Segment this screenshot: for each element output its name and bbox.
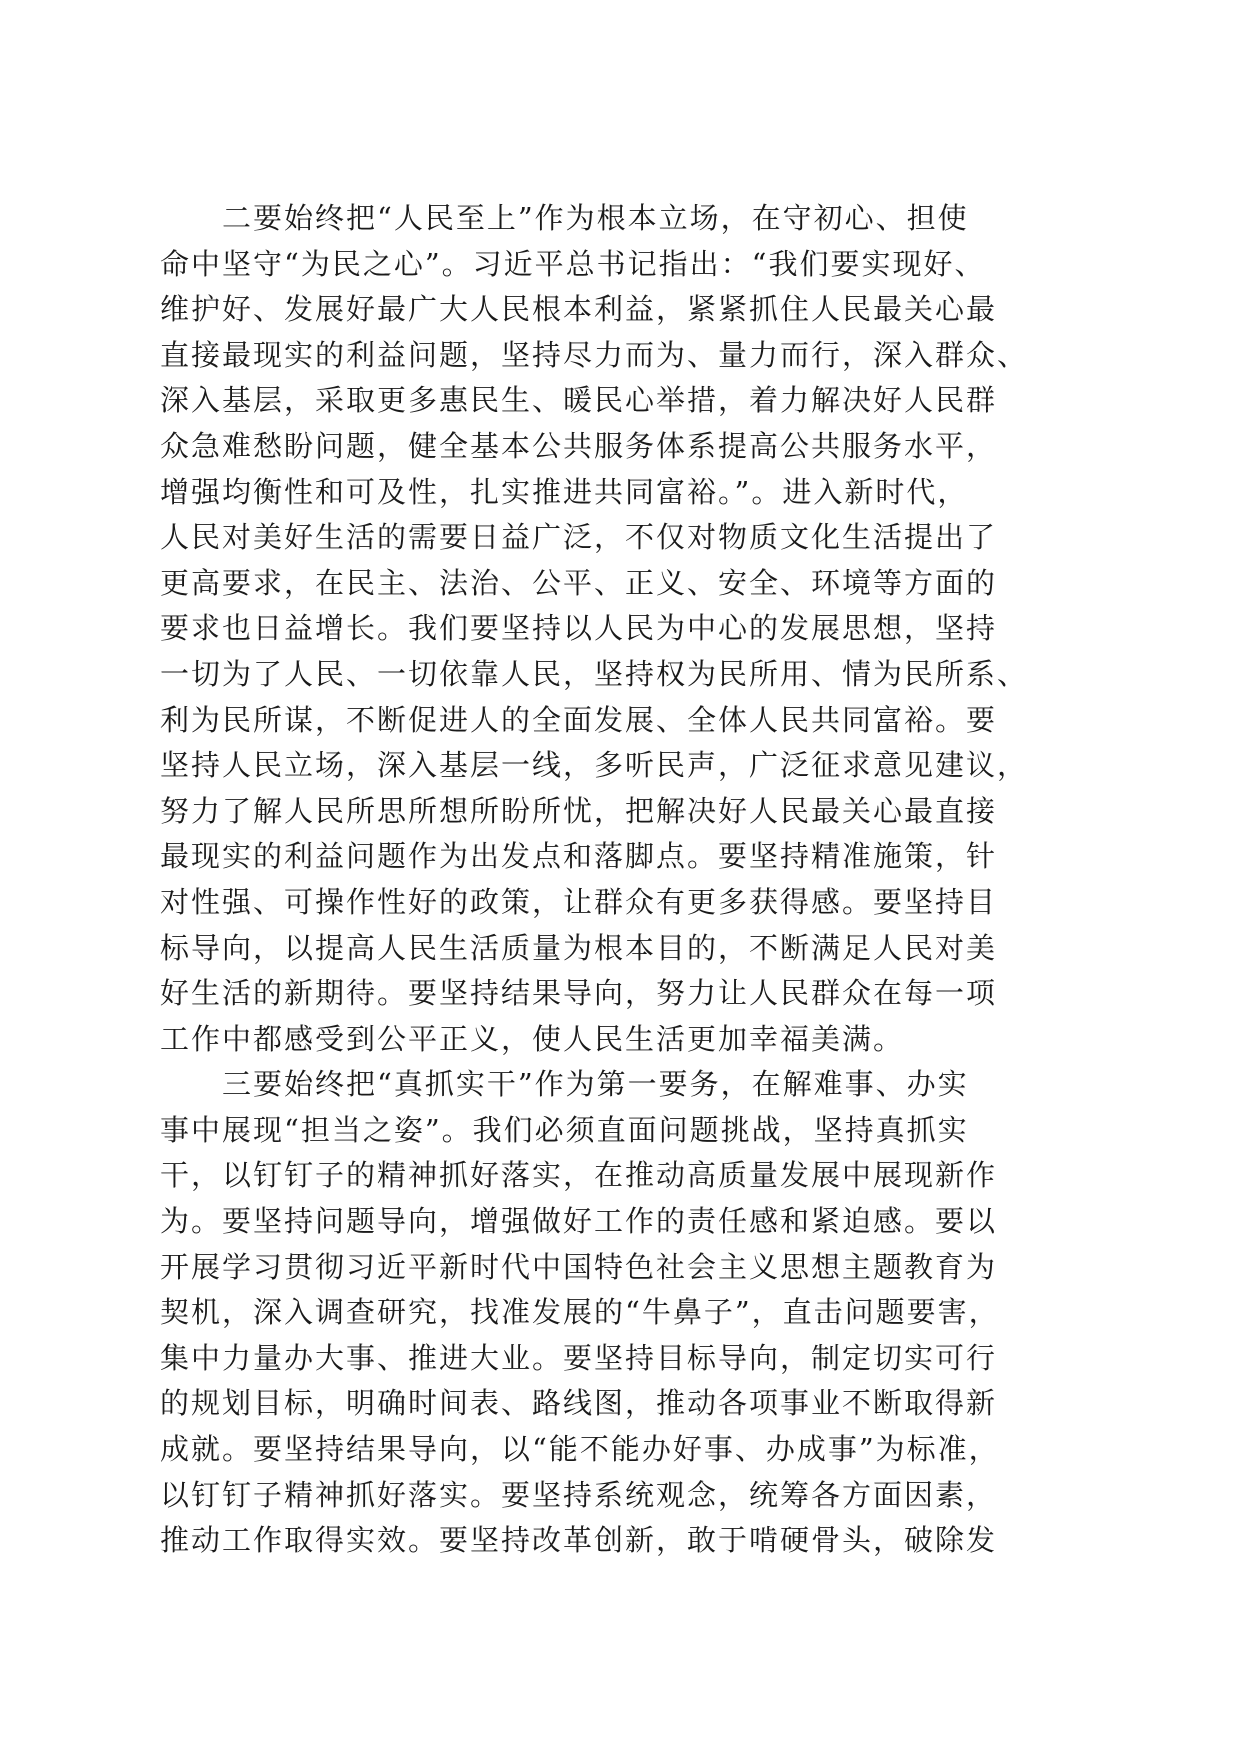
text-line: 要求也日益增长。我们要坚持以人民为中心的发展思想，坚持: [160, 611, 998, 646]
text-line: 为。要坚持问题导向，增强做好工作的责任感和紧迫感。要以: [160, 1204, 998, 1239]
text-line: 的规划目标，明确时间表、路线图，推动各项事业不断取得新: [160, 1386, 998, 1421]
text-line: 维护好、发展好最广大人民根本利益，紧紧抓住人民最关心最: [160, 292, 998, 327]
text-line: 以钉钉子精神抓好落实。要坚持系统观念，统筹各方面因素，: [160, 1477, 998, 1512]
text-line: 增强均衡性和可及性，扎实推进共同富裕。”。进入新时代，: [160, 474, 969, 509]
text-line: 利为民所谋，不断促进人的全面发展、全体人民共同富裕。要: [160, 702, 998, 737]
text-line: 好生活的新期待。要坚持结果导向，努力让人民群众在每一项: [160, 976, 998, 1011]
text-line: 工作中都感受到公平正义，使人民生活更加幸福美满。: [160, 1021, 905, 1056]
text-line: 成就。要坚持结果导向，以“能不能办好事、办成事”为标准，: [160, 1432, 1000, 1467]
paragraph-2: [160, 196, 1080, 1062]
text-line: 坚持人民立场，深入基层一线，多听民声，广泛征求意见建议，: [160, 748, 1029, 783]
text-line: 命中坚守“为民之心”。习近平总书记指出：“我们要实现好、: [160, 246, 986, 281]
text-line: 二要始终把“人民至上”作为根本立场，在守初心、担使: [222, 201, 969, 235]
text-line: 标导向，以提高人民生活质量为根本目的，不断满足人民对美: [160, 930, 998, 965]
text-line: 事中展现“担当之姿”。我们必须直面问题挑战，坚持真抓实: [160, 1112, 969, 1147]
text-line: 努力了解人民所思所想所盼所忧，把解决好人民最关心最直接: [160, 793, 998, 828]
text-line: 深入基层，采取更多惠民生、暖民心举措，着力解决好人民群: [160, 383, 998, 418]
body-text: [160, 196, 1080, 1564]
text-line: 契机，深入调查研究，找准发展的“牛鼻子”，直击问题要害，: [160, 1295, 1000, 1330]
text-line: 干，以钉钉子的精神抓好落实，在推动高质量发展中展现新作: [160, 1158, 998, 1193]
text-line: 开展学习贯彻习近平新时代中国特色社会主义思想主题教育为: [160, 1249, 998, 1284]
text-line: 集中力量办大事、推进大业。要坚持目标导向，制定切实可行: [160, 1340, 998, 1375]
text-line: 对性强、可操作性好的政策，让群众有更多获得感。要坚持目: [160, 884, 998, 919]
text-line: 更高要求，在民主、法治、公平、正义、安全、环境等方面的: [160, 565, 998, 600]
text-line: 一切为了人民、一切依靠人民，坚持权为民所用、情为民所系、: [160, 656, 1029, 691]
text-line: 人民对美好生活的需要日益广泛，不仅对物质文化生活提出了: [160, 520, 998, 555]
paragraph-3: [160, 1062, 1080, 1564]
text-line: 推动工作取得实效。要坚持改革创新，敢于啃硬骨头，破除发: [160, 1523, 998, 1558]
text-line: 最现实的利益问题作为出发点和落脚点。要坚持精准施策，针: [160, 839, 998, 874]
text-line: 直接最现实的利益问题，坚持尽力而为、量力而行，深入群众、: [160, 337, 1029, 372]
text-line: 众急难愁盼问题，健全基本公共服务体系提高公共服务水平，: [160, 428, 998, 463]
text-line: 三要始终把“真抓实干”作为第一要务，在解难事、办实: [222, 1067, 969, 1102]
